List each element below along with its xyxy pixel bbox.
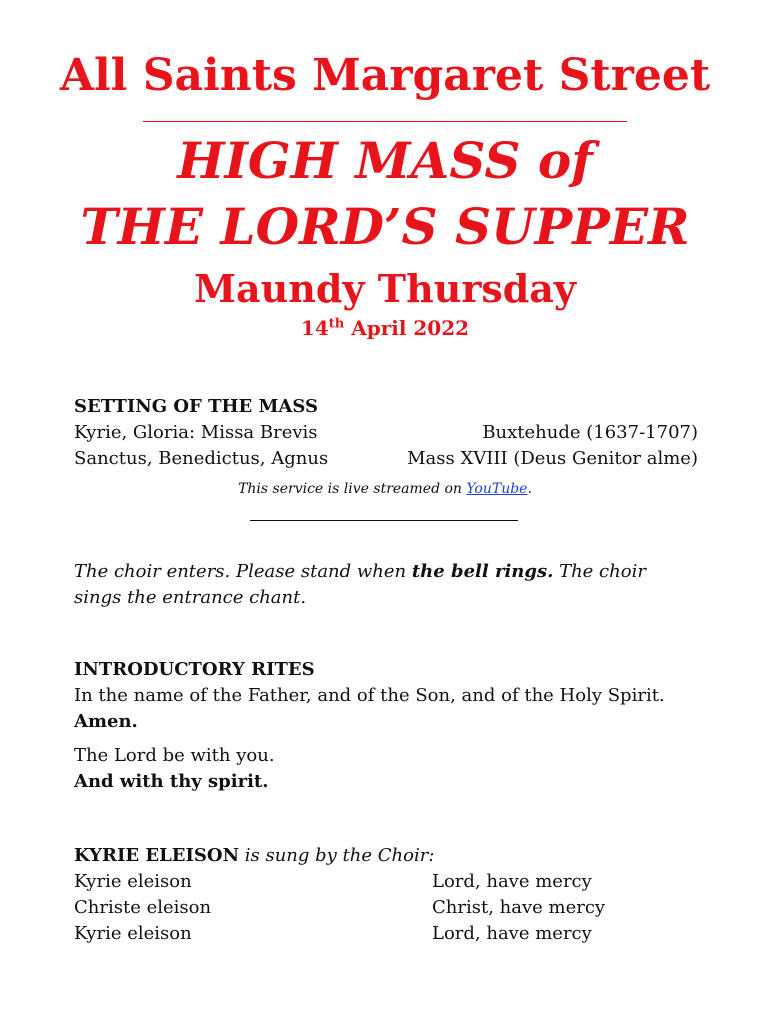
kyrie-row [74,895,698,921]
kyrie-english: Lord, have mercy [432,923,592,944]
service-title-line1: HIGH MASS of [177,131,593,190]
service-title-line2: THE LORD’S SUPPER [80,197,690,256]
setting-row-right: Mass XVIII (Deus Genitor alme) [407,448,698,469]
entrance-rubric [74,559,684,611]
kyrie-row [74,869,698,895]
rubric-bold: the bell rings. [411,561,554,582]
service-subtitle: Maundy Thursday [193,266,577,311]
kyrie-latin: Kyrie eleison [74,871,192,892]
kyrie-heading-line [74,843,698,869]
rubric-text-end: The choir sings the entrance chant. [74,561,646,608]
setting-row-left: Sanctus, Benedictus, Agnus [74,448,329,469]
kyrie-section [74,843,698,947]
setting-section [74,394,698,472]
intro-heading: INTRODUCTORY RITES [74,659,315,680]
greeting-response: And with thy spirit. [74,771,269,792]
setting-row [74,446,698,472]
header-divider [143,121,627,122]
kyrie-row [74,921,698,947]
date-suffix: th [328,316,345,332]
setting-row-left: Kyrie, Gloria: Missa Brevis [74,422,318,443]
rubric-text: The choir enters. Please stand when [74,561,412,582]
intro-response: Amen. [74,711,138,732]
section-divider [250,520,518,521]
kyrie-heading-note: is sung by the Choir: [239,845,435,866]
setting-row-right: Buxtehude (1637-1707) [482,422,698,443]
date-day: 14 [300,316,329,340]
church-name: All Saints Margaret Street [59,50,711,101]
youtube-link[interactable]: YouTube [466,481,528,497]
kyrie-heading: KYRIE ELEISON [74,845,240,866]
setting-heading: SETTING OF THE MASS [74,396,318,417]
kyrie-latin: Kyrie eleison [74,923,192,944]
service-date [0,314,770,342]
livestream-end: . [527,481,532,497]
kyrie-english: Lord, have mercy [432,871,592,892]
livestream-note [0,478,770,500]
introductory-rites [74,657,698,795]
setting-row [74,420,698,446]
greeting-versicle: The Lord be with you. [74,745,275,766]
livestream-text: This service is live streamed on [238,481,467,497]
kyrie-latin: Christe eleison [74,897,212,918]
intro-versicle: In the name of the Father, and of the Son, and of the Holy Spirit. [74,685,665,706]
date-rest: April 2022 [344,316,470,340]
kyrie-english: Christ, have mercy [432,897,606,918]
